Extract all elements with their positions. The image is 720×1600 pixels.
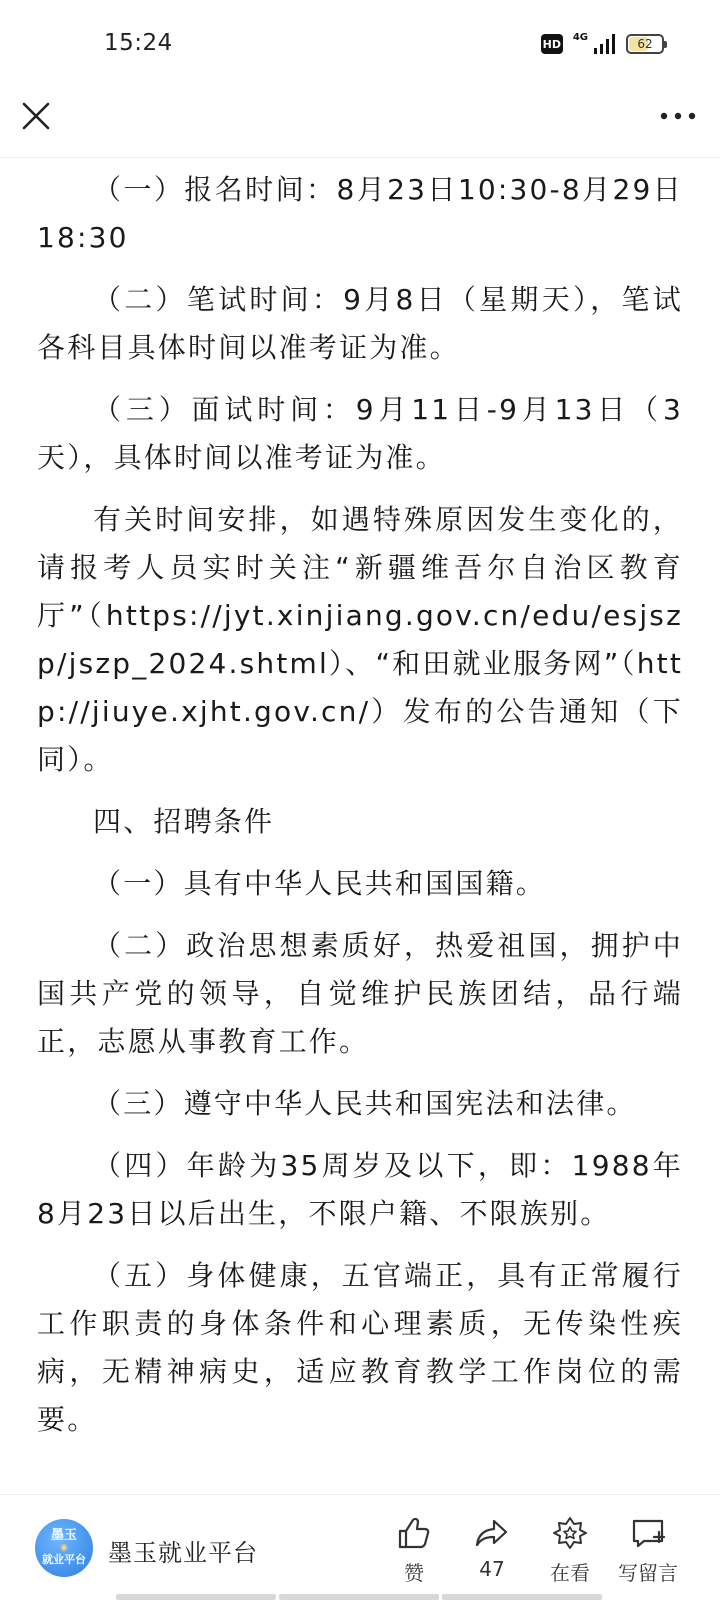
like-button[interactable] bbox=[378, 1515, 450, 1586]
section-heading: 四、招聘条件 bbox=[93, 805, 275, 838]
article-paragraph: （三）面试时间：9月11日-9月13日（3天），具体时间以准考证为准。 bbox=[37, 393, 683, 474]
star-badge-icon bbox=[552, 1515, 588, 1551]
share-button[interactable] bbox=[456, 1515, 528, 1581]
article-paragraph: （三）遵守中华人民共和国宪法和法律。 bbox=[93, 1087, 637, 1120]
page-indicator bbox=[116, 1594, 602, 1600]
page-indicator-segment bbox=[442, 1594, 602, 1600]
article-paragraph: （一）具有中华人民共和国国籍。 bbox=[93, 867, 547, 900]
article-paragraph: （五）身体健康，五官端正，具有正常履行工作职责的身体条件和心理素质，无传染性疾病，无精神病史，适应教育教学工作岗位的需要。 bbox=[37, 1259, 683, 1436]
status-icons bbox=[541, 32, 664, 56]
avatar-emblem-icon: ◉ bbox=[60, 1543, 68, 1553]
watching-button[interactable] bbox=[534, 1515, 606, 1586]
battery-icon bbox=[626, 34, 664, 54]
comment-button[interactable] bbox=[612, 1515, 684, 1586]
account-name[interactable]: 墨玉就业平台 bbox=[108, 1539, 258, 1567]
article-paragraph: （四）年龄为35周岁及以下，即：1988年8月23日以后出生，不限户籍、不限族别。 bbox=[37, 1149, 683, 1230]
share-arrow-icon bbox=[474, 1515, 510, 1551]
watching-label: 在看 bbox=[550, 1561, 590, 1585]
avatar-text-bottom: 就业平台 bbox=[42, 1553, 86, 1566]
status-time: 15:24 bbox=[104, 30, 173, 56]
battery-level: 62 bbox=[637, 37, 653, 51]
comment-add-icon bbox=[630, 1515, 666, 1551]
bottom-bar bbox=[0, 1494, 720, 1600]
close-icon bbox=[18, 98, 54, 134]
article-paragraph: （二）笔试时间：9月8日（星期天），笔试各科目具体时间以准考证为准。 bbox=[37, 283, 683, 364]
more-button[interactable] bbox=[658, 98, 698, 134]
page-indicator-segment bbox=[279, 1594, 439, 1600]
article-paragraph: 有关时间安排，如遇特殊原因发生变化的，请报考人员实时关注“新疆维吾尔自治区教育厅”（https://jyt.xinjiang.gov.cn/edu/esjszp/jszp_2024.shtml）、“和田就业服务网”（http://jiuye.xjht.gov.cn/）发布的公告通知（下同）。 bbox=[37, 503, 683, 776]
comment-label: 写留言 bbox=[618, 1561, 678, 1585]
article-paragraph: （二）政治思想素质好，热爱祖国，拥护中国共产党的领导，自觉维护民族团结，品行端正，志愿从事教育工作。 bbox=[37, 929, 683, 1058]
thumbs-up-icon bbox=[396, 1515, 432, 1551]
hd-icon: HD bbox=[541, 34, 563, 54]
more-dots-icon bbox=[658, 98, 698, 134]
page-indicator-segment bbox=[116, 1594, 276, 1600]
account-avatar[interactable] bbox=[35, 1519, 93, 1577]
like-label: 赞 bbox=[404, 1561, 424, 1585]
status-bar bbox=[0, 0, 720, 88]
signal-icon bbox=[594, 34, 616, 54]
share-count: 47 bbox=[479, 1557, 505, 1581]
close-button[interactable] bbox=[18, 98, 54, 134]
nav-bar bbox=[0, 88, 720, 158]
article-paragraph: （一）报名时间：8月23日10:30-8月29日18:30 bbox=[37, 173, 683, 254]
avatar-text-top: 墨玉 bbox=[50, 1528, 77, 1543]
article-body bbox=[37, 166, 683, 1466]
network-type-label: 4G bbox=[572, 32, 588, 43]
